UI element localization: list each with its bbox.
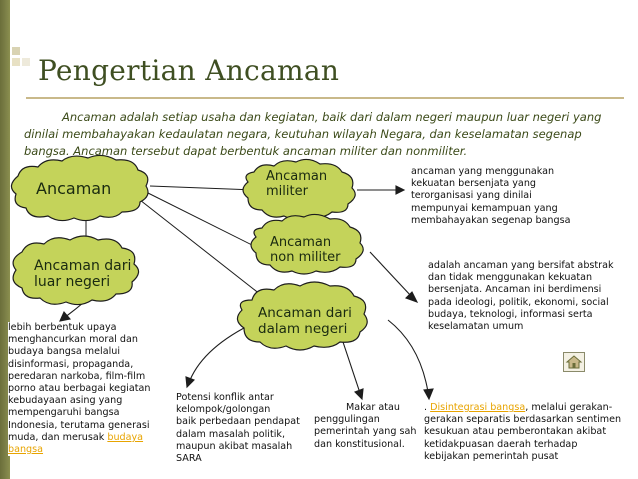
cloud-nonmiliter-line1: Ancaman xyxy=(270,235,332,250)
arrowhead-makar xyxy=(355,389,363,399)
note-line: disinformasi, propaganda, xyxy=(8,358,134,370)
cloud-dalam-line1: Ancaman dari xyxy=(258,305,352,321)
arrowhead-luar xyxy=(60,312,70,321)
note-line: pemerintah yang sah xyxy=(314,426,417,438)
note-makar xyxy=(314,402,416,451)
note-line: kebijakan pemerintah pusat xyxy=(424,450,559,462)
note-line: baik perbedaan pendapat xyxy=(176,416,300,428)
note-line: ketidakpuasan daerah terhadap xyxy=(424,438,578,450)
note-line: mempunyai kemampuan yang xyxy=(411,202,558,214)
note-line: budaya bangsa melalui xyxy=(8,346,121,358)
note-luar-negeri-definition xyxy=(8,322,158,456)
note-line: adalah ancaman yang bersifat abstrak xyxy=(428,260,614,271)
note-disintegrasi xyxy=(424,402,621,463)
note-line: pada ideologi, politik, ekonomi, social xyxy=(428,296,609,308)
disintegrasi-bangsa-link[interactable]: Disintegrasi bangsa xyxy=(430,402,526,413)
note-text: muda, dan merusak xyxy=(8,431,108,443)
note-line: gerakan separatis berdasarkan sentimen xyxy=(424,414,622,426)
note-line: kelompok/golongan xyxy=(176,404,271,416)
note-line: ancaman yang menggunakan xyxy=(411,166,555,177)
cloud-luar-line2: luar negeri xyxy=(34,274,111,291)
cloud-militer-label xyxy=(266,170,327,200)
note-line: budaya, teknologi, informasi serta xyxy=(428,308,593,320)
note-text: , melalui gerakan- xyxy=(525,402,613,413)
note-line: kebudayaan asing yang xyxy=(8,395,123,407)
note-line: SARA xyxy=(176,453,202,465)
cloud-dalam-negeri-label xyxy=(258,306,352,337)
note-line: bersenjata. Ancaman ini berdimensi xyxy=(428,284,602,296)
cloud-militer-line1: Ancaman xyxy=(266,169,328,184)
home-button[interactable] xyxy=(563,352,585,372)
note-line xyxy=(424,402,621,414)
arrowhead-militer xyxy=(396,186,404,194)
cloud-luar-negeri-label xyxy=(34,258,131,290)
note-line: kekuatan bersenjata yang xyxy=(411,178,536,190)
note-line: Potensi konflik antar xyxy=(176,392,274,403)
note-line: dalam masalah politik, xyxy=(176,428,286,440)
budaya-link[interactable]: budaya xyxy=(107,431,144,443)
cloud-nonmiliter-line2: non militer xyxy=(270,249,341,265)
note-line: terorganisasi yang dinilai xyxy=(411,190,532,202)
note-line: Makar atau xyxy=(346,402,401,413)
cloud-luar-line1: Ancaman dari xyxy=(34,258,132,274)
note-text: . xyxy=(424,402,431,413)
note-line xyxy=(8,432,158,444)
note-non-militer-definition xyxy=(428,260,614,333)
page-title: Pengertian Ancaman xyxy=(38,54,340,87)
arrowhead-nonmiliter xyxy=(406,292,417,302)
note-line: dan konstitusional. xyxy=(314,438,405,450)
note-line: porno atau berbagai kegiatan xyxy=(8,383,151,395)
cloud-ancaman-text: Ancaman xyxy=(36,179,112,198)
intro-text: Ancaman adalah setiap usaha dan kegiatan, baik dari dalam negeri maupun luar negeri yang dinilai membahayakan kedaulatan negara, keutuhan wilayah Negara, dan keselamatan segenap bangsa. Ancaman tersebut dapat berbentuk ancaman militer dan nonmiliter. xyxy=(24,110,602,158)
connector-ancaman-nonmiliter xyxy=(148,193,258,248)
bangsa-link[interactable]: bangsa xyxy=(8,444,44,456)
note-line: membahayakan segenap bangsa xyxy=(411,214,571,226)
note-line: penggulingan xyxy=(314,414,380,426)
connector-ancaman-militer xyxy=(150,186,256,190)
note-line: keselamatan umum xyxy=(428,321,524,333)
note-line: lebih berbentuk upaya xyxy=(8,322,117,333)
connector-ancaman-dalam xyxy=(140,200,270,302)
note-line: maupun akibat masalah xyxy=(176,440,293,452)
arrow-dalam-disintegrasi xyxy=(388,320,428,392)
note-line: mempengaruhi bangsa xyxy=(8,407,120,419)
cloud-non-militer-label xyxy=(270,236,341,266)
note-line: kesukuan atau pemberontakan akibat xyxy=(424,426,607,438)
note-line xyxy=(8,444,158,456)
arrowhead-konflik xyxy=(186,377,194,387)
note-line: dan tidak menggunakan kekuatan xyxy=(428,272,593,284)
note-konflik xyxy=(176,392,300,465)
note-line: peredaran narkoba, film-film xyxy=(8,370,146,382)
arrowhead-disintegrasi xyxy=(424,389,433,399)
home-icon xyxy=(564,353,584,371)
cloud-militer-line2: militer xyxy=(266,183,308,199)
note-line: menghancurkan moral dan xyxy=(8,334,138,346)
cloud-dalam-line2: dalam negeri xyxy=(258,320,348,337)
arrow-nonmiliter xyxy=(370,252,412,297)
note-militer-definition xyxy=(411,166,570,227)
note-line: Indonesia, terutama generasi xyxy=(8,419,150,431)
cloud-ancaman-label xyxy=(36,180,111,198)
